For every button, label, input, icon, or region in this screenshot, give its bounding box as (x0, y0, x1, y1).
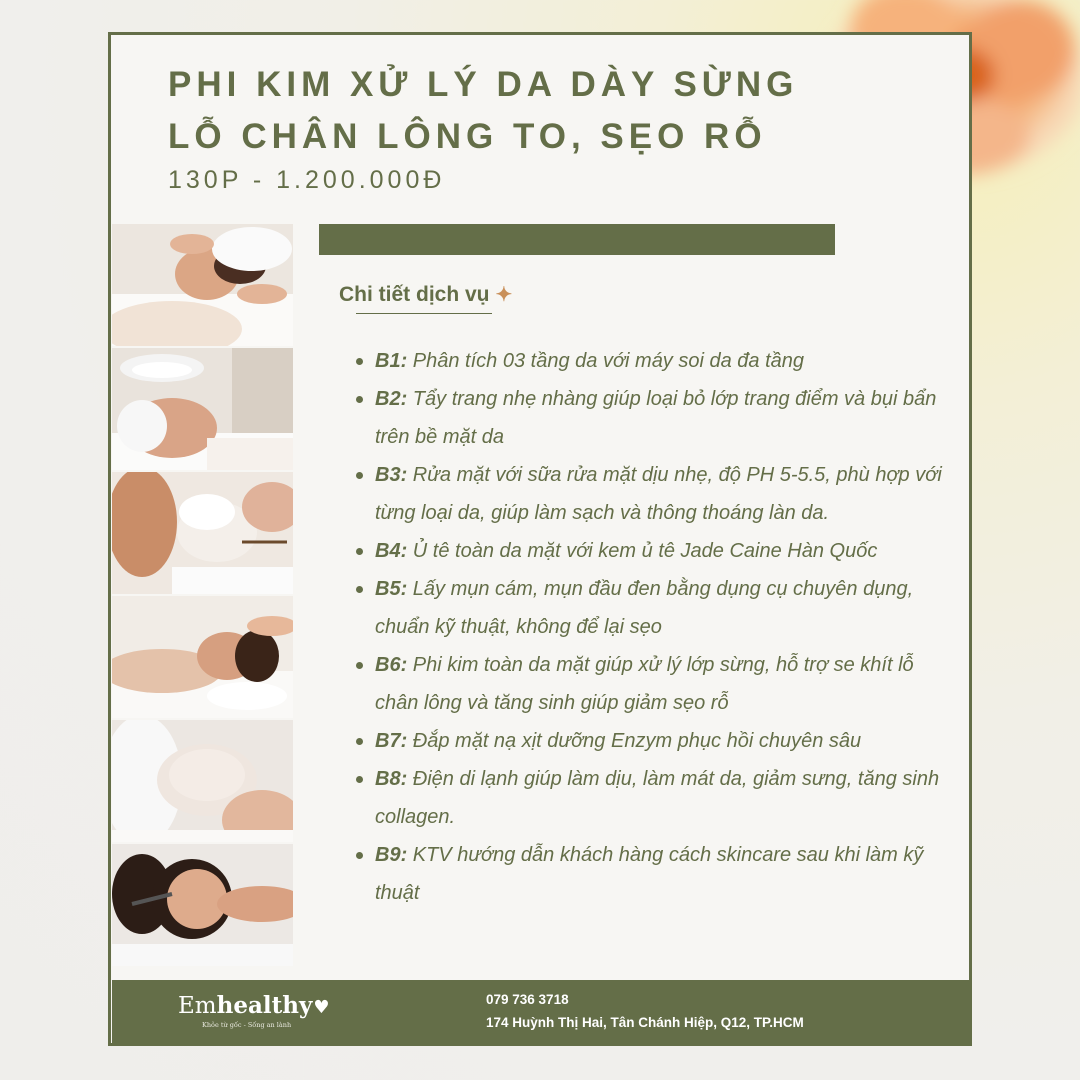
brand-tagline: Khỏe từ gốc - Sống an lành (202, 1021, 292, 1029)
step-label: B4: (375, 540, 408, 562)
step-label: B1: (375, 350, 408, 372)
logo-text-regular: Em (178, 993, 217, 1019)
electroporation-device-photo (112, 844, 293, 968)
head-massage-photo (112, 596, 293, 720)
step-item (352, 380, 942, 456)
step-text: Điện di lạnh giúp làm dịu, làm mát da, giảm sưng, tăng sinh collagen. (375, 768, 940, 828)
section-underline (356, 313, 492, 314)
step-text: Lấy mụn cám, mụn đầu đen bằng dụng cụ chuyên dụng, chuẩn kỹ thuật, không để lại sẹo (375, 578, 914, 638)
bullet-icon (356, 662, 363, 669)
bullet-icon (356, 738, 363, 745)
sparkle-icon: ✦ (495, 284, 513, 306)
bullet-icon (356, 586, 363, 593)
page-title-line-2: LỖ CHÂN LÔNG TO, SẸO RỖ (168, 117, 767, 156)
face-massage-photo (112, 224, 293, 348)
skin-analysis-lamp-photo (112, 348, 293, 472)
step-text: Ủ tê toàn da mặt với kem ủ tê Jade Caine Hàn Quốc (407, 540, 878, 562)
section-title (339, 282, 512, 307)
step-item (352, 646, 942, 722)
bullet-icon (356, 548, 363, 555)
step-text: Rửa mặt với sữa rửa mặt dịu nhẹ, độ PH 5-5.5, phù hợp với từng loại da, giúp làm sạch và thông thoáng làn da. (375, 464, 942, 524)
bullet-icon (356, 358, 363, 365)
contact-phone: 079 736 3718 (486, 992, 569, 1007)
bullet-icon (356, 852, 363, 859)
photo-strip (112, 224, 293, 968)
step-text: KTV hướng dẫn khách hàng cách skincare sau khi làm kỹ thuật (375, 844, 924, 904)
decorative-bar (319, 224, 835, 255)
step-item (352, 836, 942, 912)
footer-bar (112, 980, 970, 1044)
step-item (352, 570, 942, 646)
step-label: B5: (375, 578, 408, 600)
step-item (352, 722, 942, 760)
section-title-text: Chi tiết dịch vụ (339, 283, 490, 306)
logo-text-bold: healthy (216, 992, 313, 1019)
step-label: B2: (375, 388, 408, 410)
step-text: Tẩy trang nhẹ nhàng giúp loại bỏ lớp trang điểm và bụi bẩn trên bề mặt da (375, 388, 937, 448)
steps-list (352, 342, 942, 912)
step-item (352, 532, 942, 570)
step-label: B3: (375, 464, 408, 486)
page-title-line-1: PHI KIM XỬ LÝ DA DÀY SỪNG (168, 65, 799, 104)
step-label: B6: (375, 654, 408, 676)
duration-price: 130P - 1.200.000Đ (168, 166, 446, 194)
step-item (352, 456, 942, 532)
mask-application-brush-photo (112, 472, 293, 596)
contact-address: 174 Huỳnh Thị Hai, Tân Chánh Hiệp, Q12, TP.HCM (486, 1015, 804, 1030)
brand-logo (178, 992, 329, 1019)
step-label: B7: (375, 730, 408, 752)
bullet-icon (356, 776, 363, 783)
step-item (352, 760, 942, 836)
step-text: Đắp mặt nạ xịt dưỡng Enzym phục hồi chuyên sâu (407, 730, 862, 752)
bullet-icon (356, 396, 363, 403)
step-text: Phân tích 03 tầng da với máy soi da đa tầng (407, 350, 805, 372)
heart-icon: ♥ (313, 997, 330, 1018)
step-label: B8: (375, 768, 408, 790)
step-text: Phi kim toàn da mặt giúp xử lý lớp sừng, hỗ trợ se khít lỗ chân lông và tăng sinh giúp giảm sẹo rỗ (375, 654, 914, 714)
step-item (352, 342, 942, 380)
step-label: B9: (375, 844, 408, 866)
clay-mask-photo (112, 720, 293, 844)
bullet-icon (356, 472, 363, 479)
